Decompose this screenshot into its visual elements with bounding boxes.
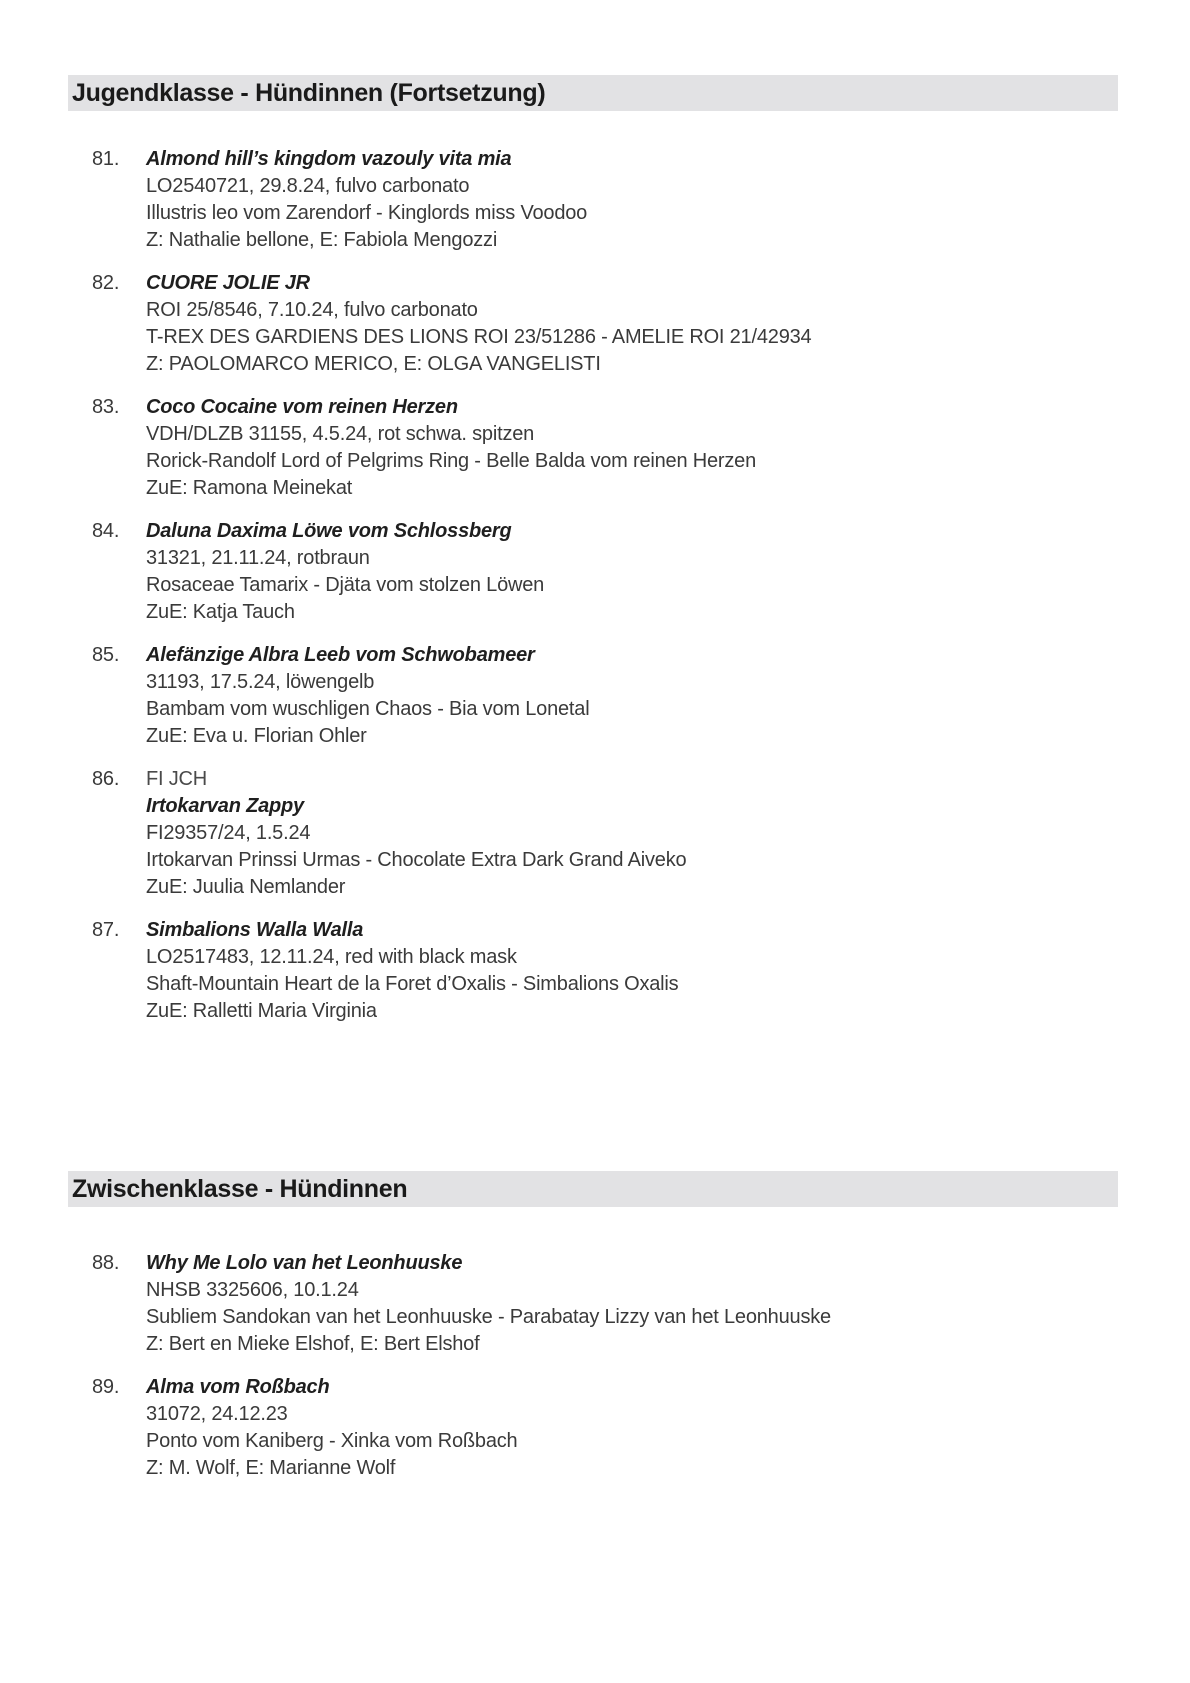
dog-name: Coco Cocaine vom reinen Herzen [146, 396, 458, 418]
entry-number: 88. [92, 1252, 120, 1274]
catalog-entry-83 [92, 394, 1118, 502]
section-header-jugendklasse [68, 75, 1118, 111]
catalog-entry-85 [92, 642, 1118, 750]
registration-line: 31072, 24.12.23 [146, 1403, 288, 1425]
section-entries-jugendklasse [68, 111, 1118, 1025]
catalog-entry-84 [92, 518, 1118, 626]
breeder-owner-line: ZuE: Ramona Meinekat [146, 477, 353, 499]
breeder-owner-line: ZuE: Eva u. Florian Ohler [146, 725, 367, 747]
breeder-owner-line: ZuE: Katja Tauch [146, 601, 295, 623]
parents-line: Subliem Sandokan van het Leonhuuske - Parabatay Lizzy van het Leonhuuske [146, 1306, 831, 1328]
entry-number: 84. [92, 520, 120, 542]
entry-number: 85. [92, 644, 120, 666]
parents-line: Illustris leo vom Zarendorf - Kinglords miss Voodoo [146, 202, 588, 224]
entry-number: 87. [92, 919, 120, 941]
catalog-entry-86 [92, 766, 1118, 901]
section-entries-zwischenklasse [68, 1207, 1118, 1482]
breeder-owner-line: Z: M. Wolf, E: Marianne Wolf [146, 1457, 396, 1479]
champion-title-line: FI JCH [146, 768, 208, 790]
entry-body [146, 146, 1118, 254]
dog-name: Alma vom Roßbach [146, 1376, 330, 1398]
parents-line: Ponto vom Kaniberg - Xinka vom Roßbach [146, 1430, 518, 1452]
entry-body [146, 766, 1118, 901]
dog-name: Why Me Lolo van het Leonhuuske [146, 1252, 463, 1274]
catalog-entry-82 [92, 270, 1118, 378]
breeder-owner-line: ZuE: Juulia Nemlander [146, 876, 346, 898]
entry-number: 81. [92, 148, 120, 170]
entry-number: 86. [92, 768, 120, 790]
section-header-zwischenklasse [68, 1171, 1118, 1207]
dog-name: Almond hill’s kingdom vazouly vita mia [146, 148, 512, 170]
dog-name: Simbalions Walla Walla [146, 919, 364, 941]
entry-body [146, 642, 1118, 750]
registration-line: FI29357/24, 1.5.24 [146, 822, 311, 844]
registration-line: LO2517483, 12.11.24, red with black mask [146, 946, 517, 968]
dog-name: Alefänzige Albra Leeb vom Schwobameer [146, 644, 535, 666]
catalog-entry-89 [92, 1374, 1118, 1482]
entry-number: 82. [92, 272, 120, 294]
parents-line: Irtokarvan Prinssi Urmas - Chocolate Extra Dark Grand Aiveko [146, 849, 687, 871]
dog-name: Irtokarvan Zappy [146, 795, 304, 817]
parents-line: Rosaceae Tamarix - Djäta vom stolzen Löwen [146, 574, 545, 596]
registration-line: 31321, 21.11.24, rotbraun [146, 547, 370, 569]
catalog-entry-87 [92, 917, 1118, 1025]
parents-line: Shaft-Mountain Heart de la Foret d’Oxalis - Simbalions Oxalis [146, 973, 679, 995]
entry-number: 83. [92, 396, 120, 418]
dog-name: CUORE JOLIE JR [146, 272, 310, 294]
parents-line: Rorick-Randolf Lord of Pelgrims Ring - Belle Balda vom reinen Herzen [146, 450, 757, 472]
registration-line: NHSB 3325606, 10.1.24 [146, 1279, 359, 1301]
dog-name: Daluna Daxima Löwe vom Schlossberg [146, 520, 512, 542]
entry-body [146, 917, 1118, 1025]
entry-number: 89. [92, 1376, 120, 1398]
registration-line: VDH/DLZB 31155, 4.5.24, rot schwa. spitzen [146, 423, 535, 445]
breeder-owner-line: Z: Bert en Mieke Elshof, E: Bert Elshof [146, 1333, 480, 1355]
section-title: Jugendklasse - Hündinnen (Fortsetzung) [72, 78, 546, 107]
registration-line: LO2540721, 29.8.24, fulvo carbonato [146, 175, 470, 197]
entry-body [146, 518, 1118, 626]
entry-body [146, 394, 1118, 502]
parents-line: T-REX DES GARDIENS DES LIONS ROI 23/51286 - AMELIE ROI 21/42934 [146, 326, 812, 348]
entry-body [146, 1250, 1118, 1358]
parents-line: Bambam vom wuschligen Chaos - Bia vom Lonetal [146, 698, 590, 720]
breeder-owner-line: ZuE: Ralletti Maria Virginia [146, 1000, 377, 1022]
breeder-owner-line: Z: Nathalie bellone, E: Fabiola Mengozzi [146, 229, 498, 251]
entry-body [146, 1374, 1118, 1482]
section-title: Zwischenklasse - Hündinnen [72, 1174, 408, 1203]
catalog-entry-81 [92, 146, 1118, 254]
catalog-entry-88 [92, 1250, 1118, 1358]
registration-line: 31193, 17.5.24, löwengelb [146, 671, 375, 693]
breeder-owner-line: Z: PAOLOMARCO MERICO, E: OLGA VANGELISTI [146, 353, 601, 375]
entry-body [146, 270, 1118, 378]
registration-line: ROI 25/8546, 7.10.24, fulvo carbonato [146, 299, 478, 321]
